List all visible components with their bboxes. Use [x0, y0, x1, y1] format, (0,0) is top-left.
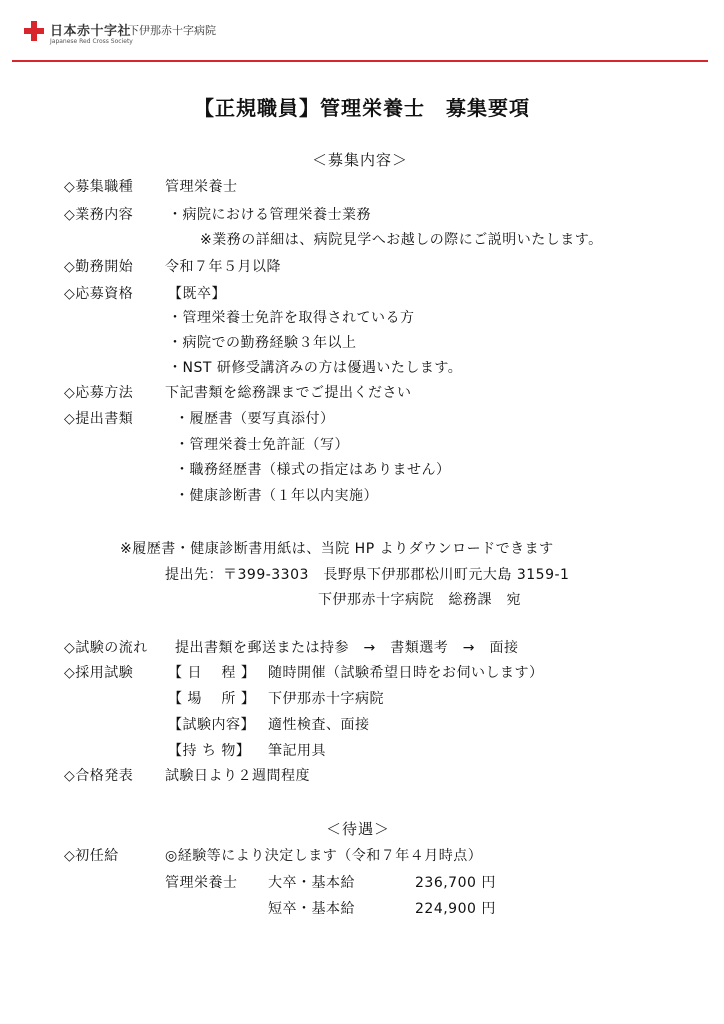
qualification-item: ・NST 研修受講済みの方は優遇いたします。 [168, 360, 463, 376]
exam-row-value: 下伊那赤十字病院 [268, 691, 384, 707]
start-label: ◇勤務開始 [64, 259, 134, 275]
qualification-item: ・病院での勤務経験３年以上 [168, 335, 357, 351]
exam-flow-label: ◇試験の流れ [64, 640, 148, 656]
section-heading-treatment: ＜待遇＞ [326, 820, 391, 838]
qualification-label: ◇応募資格 [64, 286, 134, 302]
salary-label: ◇初任給 [64, 848, 119, 864]
hospital-name: 下伊那赤十字病院 [128, 24, 216, 37]
documents-item: ・履歴書（要写真添付） [175, 411, 335, 427]
salary-type: 大卒・基本給 [268, 875, 355, 891]
exam-row-key: 【試験内容】 [168, 717, 255, 733]
download-note: ※履歴書・健康診断書用紙は、当院 HP よりダウンロードできます [120, 541, 554, 557]
salary-amount: 224,900 円 [415, 901, 496, 917]
section-heading-recruit: ＜募集内容＞ [312, 151, 409, 169]
red-cross-logo-icon [24, 21, 44, 41]
position-label: ◇募集職種 [64, 179, 134, 195]
exam-row-key: 【 日 程 】 [168, 665, 256, 681]
result-value: 試験日より２週間程度 [165, 768, 310, 784]
exam-row-value: 筆記用具 [268, 743, 326, 759]
method-label: ◇応募方法 [64, 385, 134, 401]
exam-row-key: 【持 ち 物】 [168, 743, 251, 759]
salary-note: ◎経験等により決定します（令和７年４月時点） [165, 848, 483, 864]
exam-row-value: 随時開催（試験希望日時をお伺いします） [268, 665, 544, 681]
page-title: 【正規職員】管理栄養士 募集要項 [194, 96, 530, 120]
exam-row-value: 適性検査、面接 [268, 717, 370, 733]
salary-amount: 236,700 円 [415, 875, 496, 891]
duties-note: ※業務の詳細は、病院見学へお越しの際にご説明いたします。 [200, 232, 603, 248]
method-value: 下記書類を総務課までご提出ください [165, 385, 412, 401]
duties-label: ◇業務内容 [64, 207, 134, 223]
position-value: 管理栄養士 [165, 179, 238, 195]
header [20, 14, 710, 48]
documents-label: ◇提出書類 [64, 411, 134, 427]
header-divider [12, 60, 708, 62]
duties-value: ・病院における管理栄養士業務 [168, 207, 371, 223]
documents-item: ・健康診断書（１年以内実施） [175, 488, 378, 504]
exam-row-key: 【 場 所 】 [168, 691, 256, 707]
salary-role: 管理栄養士 [165, 875, 238, 891]
org-name-en: Japanese Red Cross Society [50, 38, 133, 45]
documents-item: ・職務経歴書（様式の指定はありません） [175, 462, 451, 478]
exam-label: ◇採用試験 [64, 665, 134, 681]
exam-flow-value: 提出書類を郵送または持参 → 書類選考 → 面接 [175, 640, 519, 656]
qualification-item: ・管理栄養士免許を取得されている方 [168, 310, 415, 326]
start-value: 令和７年５月以降 [165, 259, 281, 275]
result-label: ◇合格発表 [64, 768, 134, 784]
qualification-value: 【既卒】 [168, 286, 226, 302]
submission-recipient: 下伊那赤十字病院 総務課 宛 [318, 592, 521, 608]
documents-item: ・管理栄養士免許証（写） [175, 437, 349, 453]
submission-address: 提出先：〒399-3303 長野県下伊那郡松川町元大島 3159-1 [165, 567, 570, 583]
salary-type: 短卒・基本給 [268, 901, 355, 917]
org-name-ja: 日本赤十字社 [50, 24, 132, 39]
